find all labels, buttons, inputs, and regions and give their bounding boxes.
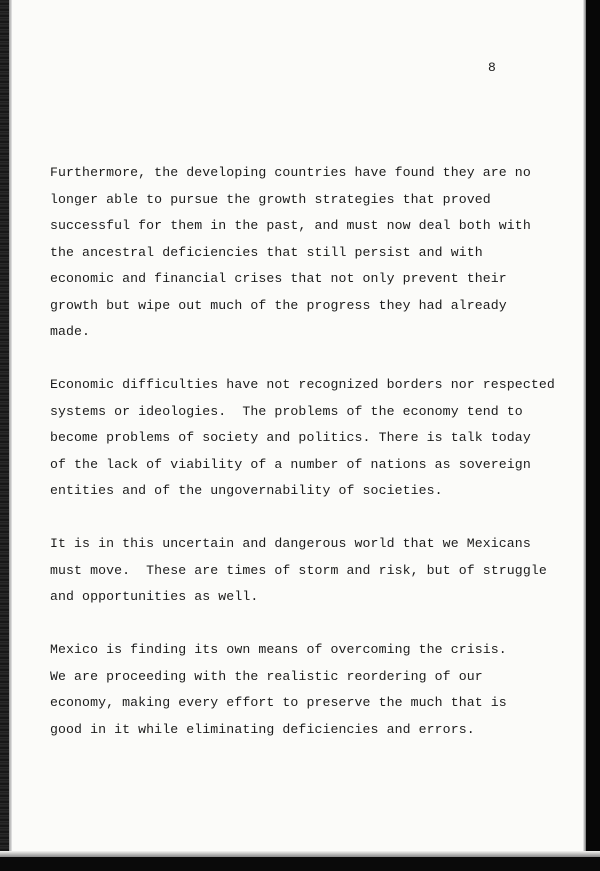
scan-border-left xyxy=(0,0,9,871)
text-line: Economic difficulties have not recognized borders nor respected xyxy=(50,377,555,392)
scan-border-right xyxy=(586,0,600,871)
paragraph xyxy=(50,160,550,346)
paragraph xyxy=(50,372,555,505)
text-line: and opportunities as well. xyxy=(50,589,259,604)
body-text xyxy=(50,160,555,770)
text-line: of the lack of viability of a number of nations as sovereign xyxy=(50,456,531,472)
text-line: systems or ideologies. The problems of the economy tend to xyxy=(50,403,523,419)
text-line: must move. These are times of storm and risk, but of struggle xyxy=(50,562,547,578)
paragraph xyxy=(50,531,550,611)
scan-border-bottom xyxy=(0,857,600,871)
text-line: growth but wipe out much of the progress they had already xyxy=(50,297,507,313)
text-line: economic and financial crises that not only prevent their xyxy=(50,271,507,286)
text-line: good in it while eliminating deficiencies and errors. xyxy=(50,721,475,737)
text-line: entities and of the ungovernability of societies. xyxy=(50,483,443,498)
text-line: Furthermore, the developing countries have found they are no xyxy=(50,165,531,180)
text-line: the ancestral deficiencies that still persist and with xyxy=(50,244,483,260)
scan-border-bottom-shadow xyxy=(0,851,600,857)
text-line: economy, making every effort to preserve the much that is xyxy=(50,695,507,710)
text-line: It is in this uncertain and dangerous world that we Mexicans xyxy=(50,536,531,551)
scan-border-right-shadow xyxy=(583,0,586,871)
page-number: 8 xyxy=(488,60,496,75)
text-line: We are proceeding with the realistic reordering of our xyxy=(50,668,483,684)
text-line: successful for them in the past, and must now deal both with xyxy=(50,218,531,233)
text-line: made. xyxy=(50,324,91,339)
text-line: Mexico is finding its own means of overcoming the crisis. xyxy=(50,642,507,657)
scan-border-left-shadow xyxy=(9,0,12,871)
text-line: longer able to pursue the growth strategies that proved xyxy=(50,191,491,207)
text-line: become problems of society and politics. There is talk today xyxy=(50,430,531,445)
paragraph xyxy=(50,637,550,743)
